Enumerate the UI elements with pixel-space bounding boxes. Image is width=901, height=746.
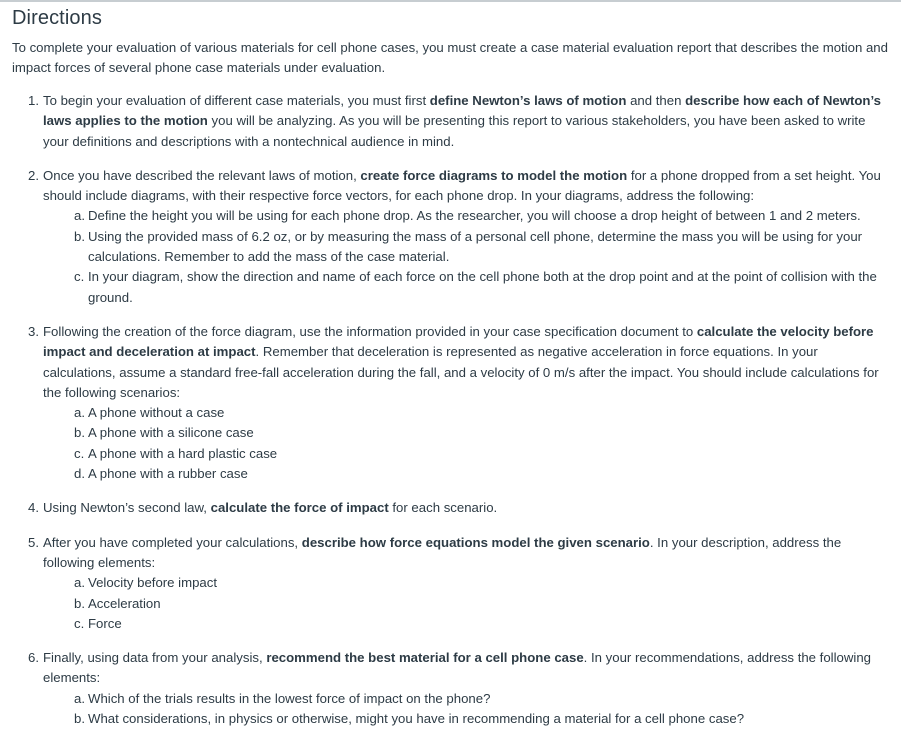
step-text [43, 533, 884, 574]
sub-list [43, 573, 884, 634]
sub-item-letter: c. [74, 445, 85, 461]
step-text-segment: and then [626, 93, 686, 108]
sub-item-text: A phone without a case [88, 405, 225, 421]
step-item [28, 648, 884, 729]
sub-item-text: Force [88, 615, 122, 631]
step-emphasis: describe how each of Newton’s laws applies to the motion [43, 93, 881, 129]
sub-item-letter: a. [74, 405, 85, 421]
sub-item-letter: c. [74, 269, 85, 285]
sub-item [74, 403, 884, 423]
step-text [43, 166, 884, 207]
step-text-segment: you will be analyzing. As you will be presenting this report to various stakeholders, you have been asked to write your definitions and descriptions with a nontechnical audience in mind. [43, 113, 866, 149]
step-text-segment: Using Newton’s second law, [43, 500, 211, 516]
sub-item-letter: b. [74, 228, 85, 244]
sub-item-text: A phone with a silicone case [88, 425, 254, 441]
step-item [28, 498, 884, 518]
sub-item-text: What considerations, in physics or otherwise, might you have in recommending a material for a cell phone case? [88, 711, 745, 727]
sub-item [74, 573, 884, 593]
sub-item-letter: a. [74, 690, 85, 706]
sub-item-text: Velocity before impact [88, 575, 218, 591]
step-emphasis: recommend the best material for a cell phone case [266, 650, 584, 666]
sub-item-letter: b. [74, 595, 85, 611]
step-text [43, 648, 884, 689]
sub-item [74, 614, 884, 634]
step-text-segment: Finally, using data from your analysis, [43, 650, 267, 666]
step-text-segment: Following the creation of the force diagram, use the information provided in your case specification document to [43, 323, 697, 339]
step-text-segment: To begin your evaluation of different case materials, you must first [43, 93, 430, 108]
sub-item-letter: a. [74, 208, 85, 224]
step-text-segment: for each scenario. [388, 500, 498, 516]
sub-item [74, 594, 884, 614]
step-text-segment: After you have completed your calculations, [43, 534, 302, 550]
sub-item-text: A phone with a rubber case [88, 466, 248, 482]
sub-item [74, 267, 884, 308]
sub-list [43, 689, 884, 730]
sub-item-letter: b. [74, 425, 85, 441]
sub-item-text: A phone with a hard plastic case [88, 445, 278, 461]
step-text-segment: for a phone dropped from a set height. You should include diagrams, with their respective force vectors, for each phone drop. In your diagrams, address the following: [43, 167, 881, 204]
step-item [28, 166, 884, 308]
sub-item-letter: a. [74, 575, 85, 591]
step-number: 1. [28, 93, 39, 108]
step-emphasis: create force diagrams to model the motion [360, 167, 628, 183]
sub-list [43, 206, 884, 307]
sub-item-letter: c. [74, 615, 85, 631]
step-text-segment: Once you have described the relevant laws of motion, [43, 167, 361, 183]
sub-item [74, 709, 884, 729]
step-number: 3. [28, 323, 39, 339]
step-number: 2. [28, 167, 39, 183]
sub-item [74, 227, 884, 268]
step-number: 6. [28, 650, 39, 666]
sub-item [74, 689, 884, 709]
steps-list [28, 91, 884, 729]
step-emphasis: define Newton’s laws of motion [429, 93, 627, 108]
step-text [43, 498, 884, 518]
sub-item-text: Which of the trials results in the lowest force of impact on the phone? [88, 690, 491, 706]
sub-item-letter: d. [74, 466, 85, 482]
sub-list [43, 403, 884, 484]
step-item [28, 91, 884, 152]
step-emphasis: calculate the force of impact [210, 500, 389, 516]
step-item [28, 533, 884, 634]
step-number: 4. [28, 500, 39, 516]
step-text [43, 322, 884, 403]
sub-item [74, 444, 884, 464]
page-title: Directions [12, 7, 102, 29]
step-number: 5. [28, 534, 39, 550]
sub-item-text: Acceleration [88, 595, 161, 611]
intro-paragraph: To complete your evaluation of various materials for cell phone cases, you must create a case material evaluation report that describes the motion and impact forces of several phone case materials under evaluation. [12, 40, 888, 75]
step-emphasis: describe how force equations model the given scenario [301, 534, 650, 550]
sub-item [74, 206, 884, 226]
sub-item-text: In your diagram, show the direction and name of each force on the cell phone both at the drop point and at the point of collision with the ground. [88, 269, 877, 305]
step-item [28, 322, 884, 484]
sub-item [74, 423, 884, 443]
sub-item-text: Using the provided mass of 6.2 oz, or by measuring the mass of a personal cell phone, determine the mass you will be using for your calculations. Remember to add the mass of the case material. [88, 228, 863, 265]
step-text-segment: . Remember that deceleration is represented as negative acceleration in force equations. In your calculations, assume a standard free-fall acceleration during the fall, and a velocity of 0 m/s after the impact. You should include calculations for the following scenarios: [43, 344, 879, 400]
step-text [43, 91, 884, 152]
step-emphasis: calculate the velocity before impact and deceleration at impact [43, 323, 874, 360]
sub-item-text: Define the height you will be using for each phone drop. As the researcher, you will choose a drop height of between 1 and 2 meters. [88, 208, 861, 224]
sub-item-letter: b. [74, 711, 85, 727]
sub-item [74, 464, 884, 484]
step-text-segment: . In your recommendations, address the following elements: [43, 650, 871, 686]
step-text-segment: . In your description, address the following elements: [43, 534, 842, 570]
